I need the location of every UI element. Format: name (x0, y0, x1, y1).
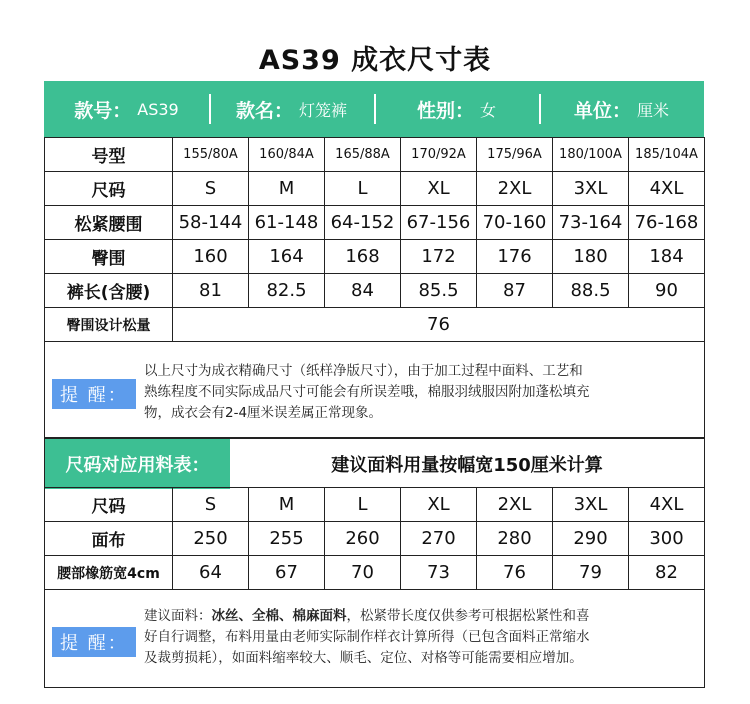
header-gender (374, 81, 539, 137)
table-cell: 2XL (477, 172, 553, 206)
table-cell: L (325, 488, 401, 522)
note2-line-3: 及裁剪损耗），如面料缩率较大、顺毛、定位、对格等可能需要相应增加。 (144, 650, 583, 666)
header-gender-value: 女 (480, 100, 497, 120)
header-style-name-value: 灯笼裤 (299, 100, 348, 120)
table-cell: 180/100A (553, 138, 629, 172)
table-cell: 3XL (553, 172, 629, 206)
ease-value: 76 (173, 308, 705, 342)
header-style-name (209, 81, 374, 137)
table-cell: 290 (553, 522, 629, 556)
note-box-2 (44, 588, 705, 688)
table-cell: S (173, 488, 249, 522)
note2-line-1 (144, 606, 590, 627)
note1-line: 熟练程度不同实际成品尺寸可能会有所误差哦，棉服羽绒服因附加蓬松填充 (144, 384, 590, 400)
table-cell: 73-164 (553, 206, 629, 240)
table-cell: 250 (173, 522, 249, 556)
table-cell: 70-160 (477, 206, 553, 240)
header-style-no-label: 款号： (74, 99, 132, 122)
table-cell: 85.5 (401, 274, 477, 308)
header-style-no-value: AS39 (137, 99, 179, 119)
header-unit (539, 81, 704, 137)
note2-fabrics: 冰丝、全棉、棉麻面料 (211, 608, 347, 624)
table-cell: 300 (629, 522, 705, 556)
table-cell: 164 (249, 240, 325, 274)
row-label: 臀围 (45, 240, 173, 274)
table-cell: XL (401, 172, 477, 206)
table-row (45, 138, 705, 172)
table-cell: 280 (477, 522, 553, 556)
table-cell: 180 (553, 240, 629, 274)
table-cell: 73 (401, 556, 477, 590)
table-row (45, 556, 705, 590)
table-cell: M (249, 488, 325, 522)
table-cell: 88.5 (553, 274, 629, 308)
reminder-tag-2: 提 醒： (52, 627, 136, 657)
table-cell: 84 (325, 274, 401, 308)
table-cell: 165/88A (325, 138, 401, 172)
table-cell: 260 (325, 522, 401, 556)
table-cell: 82 (629, 556, 705, 590)
row-label: 面布 (45, 522, 173, 556)
note2-suffix: ，松紧带长度仅供参考可根据松紧性和喜 (346, 608, 590, 624)
note-text-2 (144, 606, 590, 669)
table-cell: 175/96A (477, 138, 553, 172)
table-cell: 82.5 (249, 274, 325, 308)
header-unit-value: 厘米 (637, 100, 670, 120)
table-row (45, 522, 705, 556)
table-cell: 64-152 (325, 206, 401, 240)
table-cell: 176 (477, 240, 553, 274)
table-row (45, 172, 705, 206)
table-cell: 2XL (477, 488, 553, 522)
table-cell: 184 (629, 240, 705, 274)
table-cell: 185/104A (629, 138, 705, 172)
header-gender-label: 性别： (416, 99, 474, 122)
table-cell: 70 (325, 556, 401, 590)
table-cell: 81 (173, 274, 249, 308)
row-label: 裤长(含腰) (45, 274, 173, 308)
table-cell: 67 (249, 556, 325, 590)
reminder-tag-1: 提 醒： (52, 379, 136, 409)
table-row (45, 274, 705, 308)
table-cell: 64 (173, 556, 249, 590)
note1-line: 以上尺寸为成衣精确尺寸（纸样净版尺寸），由于加工过程中面料、工艺和 (144, 363, 583, 379)
table-row (45, 488, 705, 522)
note2-line-2: 好自行调整，布料用量由老师实际制作样衣计算所得（已包含面料正常缩水 (144, 629, 590, 645)
table-cell: 3XL (553, 488, 629, 522)
row-label: 号型 (45, 138, 173, 172)
note2-prefix: 建议面料： (144, 608, 212, 624)
ease-row (45, 308, 705, 342)
table-cell: 67-156 (401, 206, 477, 240)
table-cell: L (325, 172, 401, 206)
table-cell: 270 (401, 522, 477, 556)
table-cell: 87 (477, 274, 553, 308)
table-cell: M (249, 172, 325, 206)
fabric-section-label: 尺码对应用料表： (45, 439, 230, 489)
table-cell: 172 (401, 240, 477, 274)
fabric-section-title: 建议面料用量按幅宽150厘米计算 (331, 455, 603, 476)
table-row (45, 206, 705, 240)
table-cell: 160/84A (249, 138, 325, 172)
table-cell: XL (401, 488, 477, 522)
note-text-1 (144, 361, 590, 424)
size-table (44, 137, 705, 342)
header-unit-label: 单位： (573, 99, 631, 122)
table-cell: 155/80A (173, 138, 249, 172)
table-cell: 170/92A (401, 138, 477, 172)
table-cell: 168 (325, 240, 401, 274)
table-cell: 76 (477, 556, 553, 590)
row-label: 尺码 (45, 172, 173, 206)
ease-label: 臀围设计松量 (45, 308, 173, 342)
note1-line: 物，成衣会有2-4厘米误差属正常现象。 (144, 405, 383, 421)
table-cell: 90 (629, 274, 705, 308)
fabric-section-header (44, 438, 705, 488)
header-style-name-label: 款名： (235, 99, 293, 122)
table-cell: 4XL (629, 172, 705, 206)
row-label: 松紧腰围 (45, 206, 173, 240)
note-box-1 (44, 341, 705, 438)
table-cell: 79 (553, 556, 629, 590)
table-cell: 4XL (629, 488, 705, 522)
row-label: 腰部橡筋宽4cm (45, 556, 173, 590)
fabric-table (44, 487, 705, 590)
page-title: AS39 成衣尺寸表 (258, 45, 492, 76)
table-cell: 255 (249, 522, 325, 556)
row-label: 尺码 (45, 488, 173, 522)
table-cell: S (173, 172, 249, 206)
table-cell: 61-148 (249, 206, 325, 240)
header-style-no (44, 81, 209, 137)
table-cell: 160 (173, 240, 249, 274)
table-cell: 76-168 (629, 206, 705, 240)
table-row (45, 240, 705, 274)
header-bar (44, 81, 704, 137)
table-cell: 58-144 (173, 206, 249, 240)
